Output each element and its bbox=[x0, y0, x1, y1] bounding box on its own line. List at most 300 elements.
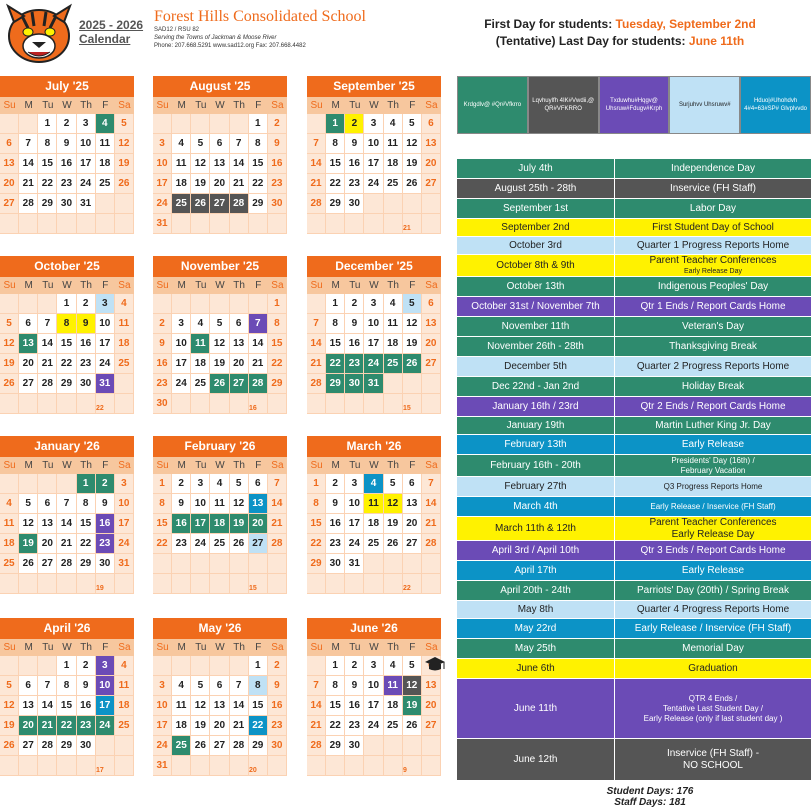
weekday-label: F bbox=[102, 100, 109, 111]
day-cell: 25 bbox=[0, 554, 19, 574]
event-date: May 25th bbox=[457, 639, 615, 658]
day-grid bbox=[0, 294, 134, 414]
event-name: Early Release bbox=[681, 438, 745, 450]
day-cell: 13 bbox=[249, 494, 268, 514]
day-cell: 14 bbox=[249, 334, 268, 354]
empty-cell bbox=[384, 194, 403, 214]
event-row bbox=[457, 219, 811, 237]
weekday-label: Tu bbox=[195, 280, 207, 291]
day-cell: 10 bbox=[96, 676, 115, 696]
weekday-label: Tu bbox=[42, 460, 54, 471]
day-cell: 28 bbox=[249, 374, 268, 394]
day-cell: 30 bbox=[345, 194, 364, 214]
day-cell: 11 bbox=[115, 676, 134, 696]
day-cell: 7 bbox=[249, 314, 268, 334]
month-title: July '25 bbox=[0, 76, 134, 97]
empty-cell bbox=[191, 554, 210, 574]
month-title: January '26 bbox=[0, 436, 134, 457]
weekday-label: Su bbox=[310, 100, 323, 111]
weekday-label: Sa bbox=[118, 460, 131, 471]
day-cell: 28 bbox=[422, 534, 441, 554]
event-name: Quarter 1 Progress Reports Home bbox=[636, 239, 790, 251]
empty-cell bbox=[422, 374, 441, 394]
event-row bbox=[457, 541, 811, 561]
day-cell: 7 bbox=[230, 134, 249, 154]
day-cell: 10 bbox=[77, 134, 96, 154]
day-cell: 27 bbox=[19, 736, 38, 756]
month-8 bbox=[307, 436, 441, 604]
weekday-label: M bbox=[331, 460, 340, 471]
empty-cell bbox=[191, 574, 210, 594]
day-cell: 22 bbox=[326, 716, 345, 736]
empty-cell bbox=[172, 294, 191, 314]
day-cell: 2 bbox=[96, 474, 115, 494]
empty-cell bbox=[345, 574, 364, 594]
weekday-label: F bbox=[102, 642, 109, 653]
weekday-label: W bbox=[215, 642, 225, 653]
day-cell: 22 bbox=[38, 174, 57, 194]
day-cell: 8 bbox=[153, 494, 172, 514]
event-row bbox=[457, 581, 811, 601]
day-cell: 6 bbox=[0, 134, 19, 154]
day-cell: 3 bbox=[345, 474, 364, 494]
event-date: March 4th bbox=[457, 497, 615, 516]
day-cell: 24 bbox=[364, 716, 383, 736]
empty-cell bbox=[345, 394, 364, 414]
day-cell: 19 bbox=[19, 534, 38, 554]
day-cell: 7 bbox=[57, 494, 76, 514]
day-cell: 11 bbox=[364, 494, 383, 514]
weekday-label: Tu bbox=[349, 280, 361, 291]
event-date: February 16th - 20th bbox=[457, 455, 615, 476]
month-title: April '26 bbox=[0, 618, 134, 639]
event-row bbox=[457, 179, 811, 199]
weekday-label: Sa bbox=[118, 280, 131, 291]
district: SAD12 / RSU 82 bbox=[154, 27, 200, 33]
day-cell: 1 bbox=[57, 294, 76, 314]
month-day-count: 22 bbox=[403, 585, 411, 592]
event-date: November 26th - 28th bbox=[457, 337, 615, 356]
day-cell: 11 bbox=[0, 514, 19, 534]
empty-cell bbox=[19, 474, 38, 494]
empty-cell bbox=[210, 114, 229, 134]
day-cell: 12 bbox=[0, 334, 19, 354]
day-cell: 16 bbox=[77, 334, 96, 354]
day-cell: 12 bbox=[0, 696, 19, 716]
empty-cell bbox=[268, 574, 287, 594]
day-grid bbox=[307, 474, 441, 594]
day-cell: 13 bbox=[403, 494, 422, 514]
event-date: June 12th bbox=[457, 739, 615, 780]
empty-cell bbox=[422, 736, 441, 756]
day-cell: 20 bbox=[210, 174, 229, 194]
day-cell: 16 bbox=[345, 696, 364, 716]
event-date: March 11th & 12th bbox=[457, 517, 615, 540]
empty-cell bbox=[57, 394, 76, 414]
month-2 bbox=[307, 76, 441, 244]
empty-cell bbox=[0, 656, 19, 676]
weekday-label: W bbox=[62, 642, 72, 653]
day-cell: 20 bbox=[19, 716, 38, 736]
weekday-label: Su bbox=[310, 460, 323, 471]
empty-cell bbox=[230, 756, 249, 776]
empty-cell bbox=[307, 114, 326, 134]
weekday-label: Sa bbox=[271, 642, 284, 653]
day-cell: 26 bbox=[0, 374, 19, 394]
day-cell: 2 bbox=[268, 656, 287, 676]
month-6 bbox=[0, 436, 134, 604]
weekday-label: F bbox=[409, 642, 416, 653]
day-cell: 8 bbox=[307, 494, 326, 514]
day-cell: 28 bbox=[230, 736, 249, 756]
empty-cell bbox=[57, 474, 76, 494]
day-cell: 18 bbox=[172, 716, 191, 736]
day-cell: 7 bbox=[307, 314, 326, 334]
day-cell: 4 bbox=[172, 134, 191, 154]
day-cell: 25 bbox=[115, 716, 134, 736]
weekday-label: F bbox=[255, 642, 262, 653]
empty-cell bbox=[210, 554, 229, 574]
day-cell: 5 bbox=[210, 314, 229, 334]
day-cell: 2 bbox=[172, 474, 191, 494]
day-cell: 26 bbox=[210, 374, 229, 394]
event-row bbox=[457, 619, 811, 639]
day-cell: 5 bbox=[0, 314, 19, 334]
weekday-label: Th bbox=[80, 642, 92, 653]
day-cell: 6 bbox=[422, 114, 441, 134]
day-cell: 31 bbox=[96, 374, 115, 394]
weekday-label: Tu bbox=[195, 642, 207, 653]
empty-cell bbox=[191, 114, 210, 134]
day-cell: 20 bbox=[230, 354, 249, 374]
day-cell: 5 bbox=[0, 676, 19, 696]
day-cell: 26 bbox=[191, 194, 210, 214]
day-cell: 23 bbox=[345, 174, 364, 194]
weekday-label: F bbox=[255, 280, 262, 291]
day-cell: 13 bbox=[0, 154, 19, 174]
weekday-label: Tu bbox=[42, 280, 54, 291]
month-title: August '25 bbox=[153, 76, 287, 97]
empty-cell bbox=[230, 574, 249, 594]
empty-cell bbox=[115, 756, 134, 776]
day-cell: 21 bbox=[307, 716, 326, 736]
event-date: Dec 22nd - Jan 2nd bbox=[457, 377, 615, 396]
empty-cell bbox=[422, 574, 441, 594]
month-9 bbox=[0, 618, 134, 786]
day-cell: 1 bbox=[77, 474, 96, 494]
day-cell: 15 bbox=[326, 154, 345, 174]
day-cell: 11 bbox=[172, 154, 191, 174]
weekday-label: M bbox=[177, 460, 186, 471]
empty-cell bbox=[307, 394, 326, 414]
weekday-label: Sa bbox=[118, 100, 131, 111]
day-grid bbox=[153, 474, 287, 594]
day-cell: 4 bbox=[115, 656, 134, 676]
day-cell: 1 bbox=[38, 114, 57, 134]
calendar-year-title: 2025 - 2026 Calendar bbox=[79, 18, 144, 46]
day-cell: 22 bbox=[249, 174, 268, 194]
day-cell: 4 bbox=[191, 314, 210, 334]
empty-cell bbox=[384, 374, 403, 394]
weekday-label: Th bbox=[233, 460, 245, 471]
day-grid bbox=[307, 656, 441, 776]
day-cell: 16 bbox=[153, 354, 172, 374]
day-cell: 10 bbox=[115, 494, 134, 514]
weekday-label: Th bbox=[387, 642, 399, 653]
day-grid bbox=[0, 656, 134, 776]
empty-cell bbox=[364, 574, 383, 594]
day-cell: 2 bbox=[345, 114, 364, 134]
day-cell: 12 bbox=[115, 134, 134, 154]
weekday-label: Tu bbox=[349, 642, 361, 653]
day-cell: 22 bbox=[153, 534, 172, 554]
day-cell: 17 bbox=[153, 716, 172, 736]
empty-cell bbox=[249, 214, 268, 234]
day-cell: 17 bbox=[191, 514, 210, 534]
event-row bbox=[457, 435, 811, 455]
event-name: Qtr 1 Ends / Report Cards Home bbox=[640, 300, 786, 312]
month-day-count: 15 bbox=[249, 585, 257, 592]
event-date: July 4th bbox=[457, 159, 615, 178]
day-cell: 25 bbox=[191, 374, 210, 394]
empty-cell bbox=[57, 574, 76, 594]
day-cell: 21 bbox=[19, 174, 38, 194]
day-cell: 25 bbox=[172, 736, 191, 756]
day-cell: 8 bbox=[57, 676, 76, 696]
month-title: September '25 bbox=[307, 76, 441, 97]
day-cell: 14 bbox=[19, 154, 38, 174]
empty-cell bbox=[0, 214, 19, 234]
weekday-label: Th bbox=[387, 460, 399, 471]
month-4 bbox=[153, 256, 287, 424]
day-cell: 6 bbox=[19, 314, 38, 334]
day-cell: 23 bbox=[172, 534, 191, 554]
empty-cell bbox=[57, 214, 76, 234]
empty-cell bbox=[268, 554, 287, 574]
weekday-label: W bbox=[369, 100, 379, 111]
month-day-count: 20 bbox=[249, 767, 257, 774]
event-name: Parriots' Day (20th) / Spring Break bbox=[637, 584, 789, 596]
weekday-label: Su bbox=[156, 642, 169, 653]
day-cell: 23 bbox=[345, 716, 364, 736]
month-title: December '25 bbox=[307, 256, 441, 277]
empty-cell bbox=[172, 114, 191, 134]
day-cell: 4 bbox=[172, 676, 191, 696]
empty-cell bbox=[230, 394, 249, 414]
day-cell: 21 bbox=[307, 354, 326, 374]
empty-cell bbox=[191, 656, 210, 676]
weekday-label: F bbox=[255, 100, 262, 111]
empty-cell bbox=[384, 394, 403, 414]
day-cell: 11 bbox=[115, 314, 134, 334]
month-title: November '25 bbox=[153, 256, 287, 277]
day-cell: 21 bbox=[57, 534, 76, 554]
weekday-label: Tu bbox=[195, 460, 207, 471]
weekday-label: Th bbox=[80, 460, 92, 471]
day-cell: 20 bbox=[0, 174, 19, 194]
day-cell: 25 bbox=[384, 354, 403, 374]
event-date: February 27th bbox=[457, 477, 615, 496]
day-cell: 11 bbox=[210, 494, 229, 514]
weekday-label: Th bbox=[80, 280, 92, 291]
day-cell: 20 bbox=[422, 154, 441, 174]
weekday-label: Sa bbox=[425, 280, 438, 291]
weekday-label: Su bbox=[3, 460, 16, 471]
day-cell: 2 bbox=[77, 294, 96, 314]
day-cell: 25 bbox=[384, 716, 403, 736]
day-cell: 14 bbox=[230, 154, 249, 174]
empty-cell bbox=[268, 394, 287, 414]
event-date: April 17th bbox=[457, 561, 615, 580]
event-row bbox=[457, 255, 811, 277]
day-cell: 27 bbox=[422, 174, 441, 194]
day-cell: 9 bbox=[268, 134, 287, 154]
empty-cell bbox=[172, 394, 191, 414]
day-cell: 1 bbox=[57, 656, 76, 676]
event-name: Martin Luther King Jr. Day bbox=[655, 419, 771, 431]
day-cell: 22 bbox=[307, 534, 326, 554]
day-cell: 19 bbox=[403, 334, 422, 354]
day-cell: 15 bbox=[249, 696, 268, 716]
day-cell: 13 bbox=[38, 514, 57, 534]
day-cell: 20 bbox=[422, 696, 441, 716]
weekday-label: Th bbox=[233, 642, 245, 653]
event-name: Quarter 4 Progress Reports Home bbox=[636, 603, 790, 615]
event-date: May 8th bbox=[457, 601, 615, 618]
day-cell: 30 bbox=[345, 374, 364, 394]
weekday-label: W bbox=[215, 280, 225, 291]
day-cell: 3 bbox=[153, 134, 172, 154]
event-name: QTR 4 Ends / Tentative Last Student Day / Early Release (only if last student day ) bbox=[643, 693, 783, 723]
day-cell: 28 bbox=[57, 554, 76, 574]
day-cell: 19 bbox=[384, 514, 403, 534]
day-cell: 18 bbox=[364, 514, 383, 534]
event-date: October 8th & 9th bbox=[457, 255, 615, 276]
weekday-label: F bbox=[409, 280, 416, 291]
day-cell: 18 bbox=[96, 154, 115, 174]
day-cell: 14 bbox=[307, 696, 326, 716]
day-cell: 2 bbox=[326, 474, 345, 494]
day-cell: 19 bbox=[191, 174, 210, 194]
event-name: Veteran's Day bbox=[682, 320, 744, 332]
day-cell: 25 bbox=[364, 534, 383, 554]
day-cell: 4 bbox=[96, 114, 115, 134]
day-cell: 31 bbox=[153, 756, 172, 776]
day-cell: 28 bbox=[307, 736, 326, 756]
day-cell: 10 bbox=[172, 334, 191, 354]
day-cell: 22 bbox=[57, 354, 76, 374]
day-cell: 18 bbox=[210, 514, 229, 534]
day-cell: 30 bbox=[268, 194, 287, 214]
day-cell: 17 bbox=[345, 514, 364, 534]
empty-cell bbox=[115, 736, 134, 756]
empty-cell bbox=[38, 214, 57, 234]
empty-cell bbox=[153, 294, 172, 314]
day-cell: 12 bbox=[230, 494, 249, 514]
day-cell: 13 bbox=[422, 676, 441, 696]
day-cell: 15 bbox=[57, 334, 76, 354]
empty-cell bbox=[172, 756, 191, 776]
empty-cell bbox=[326, 756, 345, 776]
day-cell: 18 bbox=[191, 354, 210, 374]
empty-cell bbox=[77, 574, 96, 594]
day-cell: 7 bbox=[307, 134, 326, 154]
day-cell: 18 bbox=[115, 334, 134, 354]
month-title: October '25 bbox=[0, 256, 134, 277]
day-cell: 14 bbox=[307, 334, 326, 354]
day-cell: 19 bbox=[0, 716, 19, 736]
day-cell: 21 bbox=[230, 716, 249, 736]
day-cell: 27 bbox=[403, 534, 422, 554]
day-cell: 3 bbox=[364, 656, 383, 676]
serving-towns: Serving the Towns of Jackman & Moose River bbox=[154, 35, 277, 41]
weekday-label: W bbox=[62, 100, 72, 111]
empty-cell bbox=[230, 656, 249, 676]
legend-item: Surjuhvv Uhsruwv# bbox=[669, 76, 740, 134]
day-cell: 19 bbox=[230, 514, 249, 534]
day-cell: 17 bbox=[77, 154, 96, 174]
day-cell: 7 bbox=[38, 676, 57, 696]
weekday-label: W bbox=[369, 280, 379, 291]
day-cell: 24 bbox=[364, 354, 383, 374]
month-10 bbox=[153, 618, 287, 786]
day-cell: 5 bbox=[384, 474, 403, 494]
event-date: December 5th bbox=[457, 357, 615, 376]
day-cell: 28 bbox=[230, 194, 249, 214]
day-cell: 4 bbox=[384, 656, 403, 676]
day-cell: 5 bbox=[191, 676, 210, 696]
empty-cell bbox=[384, 756, 403, 776]
day-cell: 30 bbox=[268, 736, 287, 756]
day-cell: 17 bbox=[115, 514, 134, 534]
day-cell: 29 bbox=[326, 194, 345, 214]
day-cell: 29 bbox=[326, 374, 345, 394]
day-cell: 9 bbox=[96, 494, 115, 514]
day-cell: 3 bbox=[96, 294, 115, 314]
day-cell: 21 bbox=[38, 354, 57, 374]
day-cell: 29 bbox=[57, 736, 76, 756]
day-cell: 25 bbox=[210, 534, 229, 554]
day-cell: 17 bbox=[172, 354, 191, 374]
month-title: March '26 bbox=[307, 436, 441, 457]
day-cell: 8 bbox=[249, 134, 268, 154]
empty-cell bbox=[307, 294, 326, 314]
weekday-label: W bbox=[215, 460, 225, 471]
day-cell: 16 bbox=[268, 696, 287, 716]
day-cell: 4 bbox=[384, 114, 403, 134]
day-cell: 22 bbox=[57, 716, 76, 736]
day-cell: 26 bbox=[403, 174, 422, 194]
day-cell: 26 bbox=[384, 534, 403, 554]
empty-cell bbox=[19, 114, 38, 134]
weekday-label: M bbox=[177, 642, 186, 653]
event-row bbox=[457, 639, 811, 659]
day-cell: 3 bbox=[96, 656, 115, 676]
day-cell: 3 bbox=[153, 676, 172, 696]
event-row bbox=[457, 517, 811, 541]
empty-cell bbox=[422, 214, 441, 234]
day-cell: 8 bbox=[38, 134, 57, 154]
day-cell: 1 bbox=[153, 474, 172, 494]
day-cell: 4 bbox=[384, 294, 403, 314]
day-cell: 3 bbox=[77, 114, 96, 134]
day-cell: 2 bbox=[345, 656, 364, 676]
day-cell: 26 bbox=[115, 174, 134, 194]
month-title: February '26 bbox=[153, 436, 287, 457]
empty-cell bbox=[230, 114, 249, 134]
empty-cell bbox=[19, 394, 38, 414]
event-name: First Student Day of School bbox=[652, 221, 774, 233]
